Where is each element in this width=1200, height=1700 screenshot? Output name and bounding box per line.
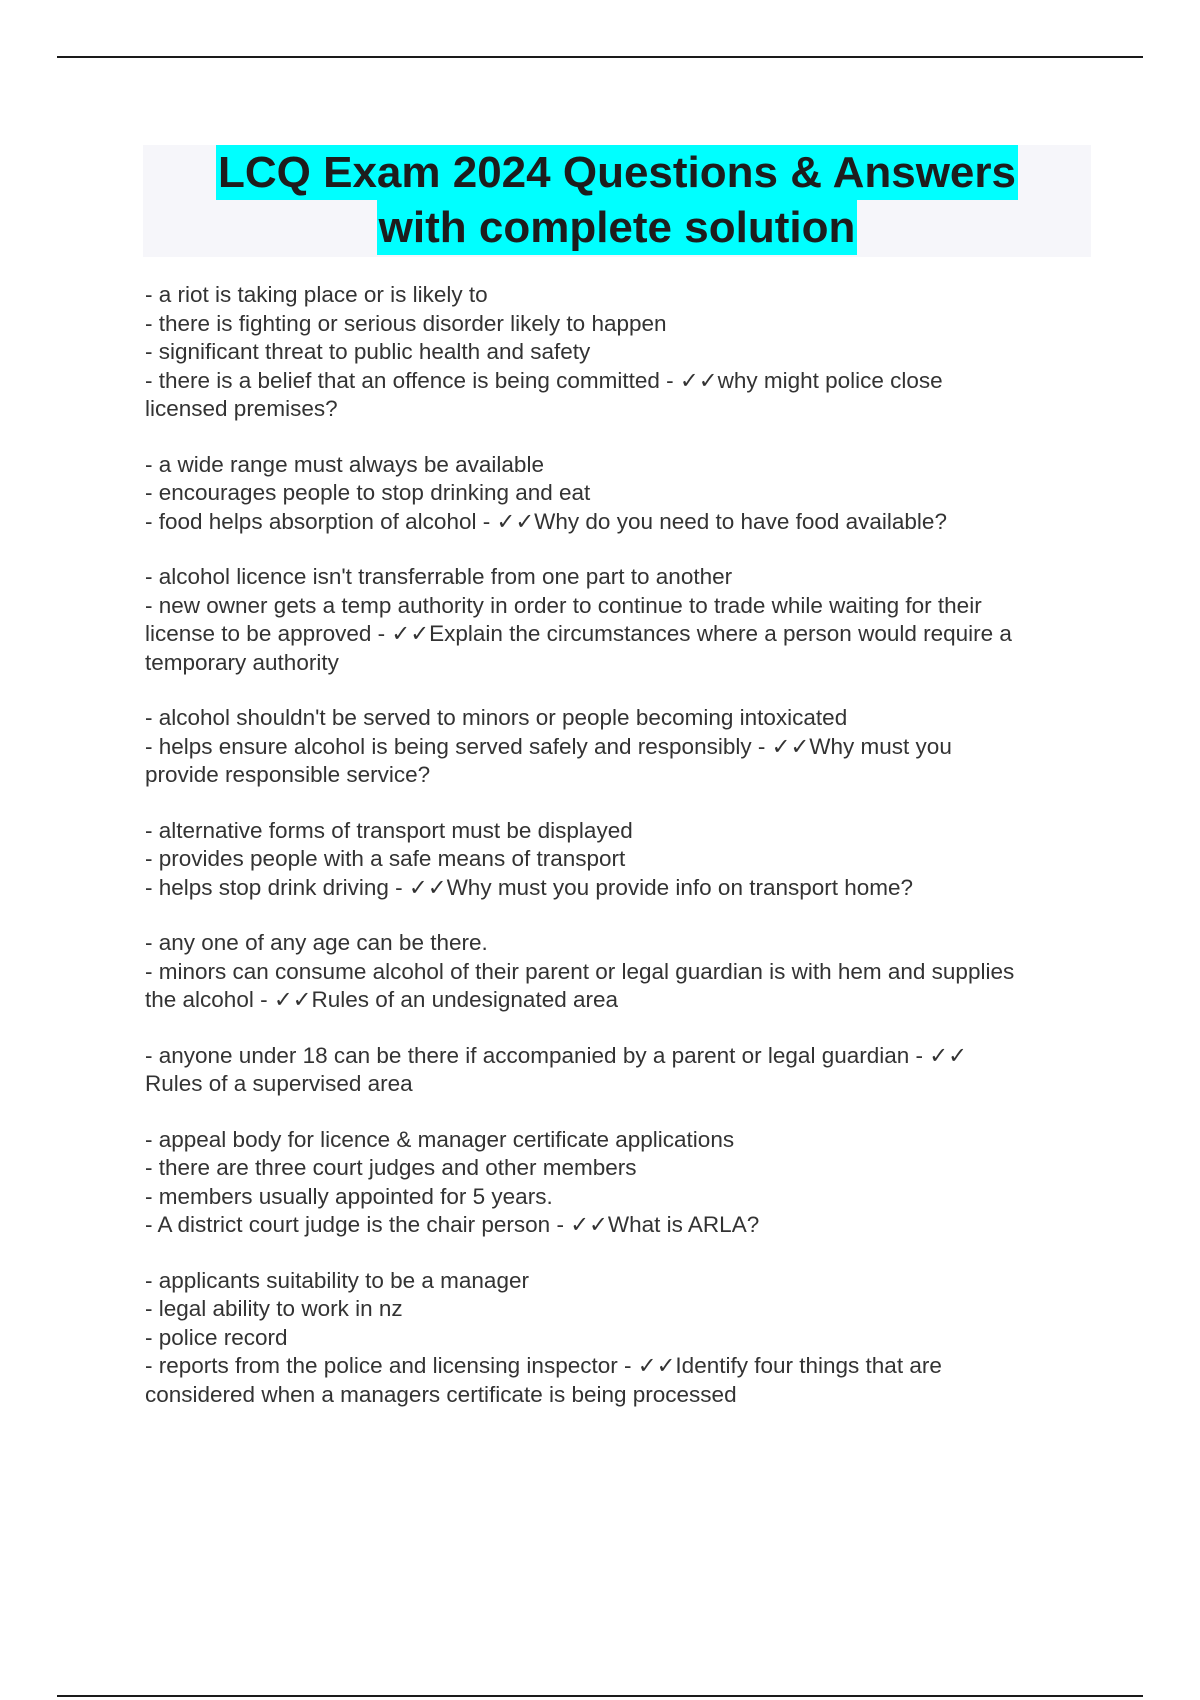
text-line: - a wide range must always be available [145, 451, 544, 477]
text-line: - A district court judge is the chair person - ✓✓What is ARLA? [145, 1212, 760, 1237]
qa-block-transport-info [145, 817, 1105, 903]
qa-block-temporary-authority [145, 563, 1105, 677]
text-line: - encourages people to stop drinking and eat [145, 480, 591, 505]
text-line: - legal ability to work in nz [145, 1296, 403, 1321]
qa-block-managers-certificate [145, 1267, 1105, 1410]
text-line: - alcohol licence isn't transferrable from one part to another [145, 564, 733, 589]
text-line: - food helps absorption of alcohol - ✓✓Why do you need to have food available? [145, 508, 947, 534]
document-title-line-2: with complete solution [377, 200, 858, 255]
qa-block-supervised-area [145, 1042, 1105, 1099]
text-line: - helps ensure alcohol is being served safely and responsibly - ✓✓Why must you [145, 733, 952, 759]
text-line: Rules of a supervised area [145, 1071, 413, 1096]
qa-block-undesignated-area [145, 929, 1105, 1015]
text-line: temporary authority [145, 649, 339, 675]
text-line: - police record [145, 1324, 288, 1350]
text-line: considered when a managers certificate is being processed [145, 1381, 737, 1407]
text-line: - there are three court judges and other members [145, 1155, 637, 1180]
text-line: - reports from the police and licensing inspector - ✓✓Identify four things that are [145, 1353, 942, 1378]
text-line: - minors can consume alcohol of their parent or legal guardian is with hem and supplies [145, 958, 1015, 984]
qa-content [145, 281, 1105, 1409]
text-line: - members usually appointed for 5 years. [145, 1183, 553, 1209]
text-line: licensed premises? [145, 396, 338, 421]
qa-block-responsible-service [145, 704, 1105, 790]
text-line: - provides people with a safe means of transport [145, 846, 626, 871]
text-line: - appeal body for licence & manager certificate applications [145, 1126, 735, 1152]
document-title-line-1: LCQ Exam 2024 Questions & Answers [216, 145, 1018, 200]
text-line: - alternative forms of transport must be displayed [145, 817, 633, 843]
text-line: - anyone under 18 can be there if accompanied by a parent or legal guardian - ✓✓ [145, 1042, 967, 1068]
text-line: provide responsible service? [145, 762, 431, 787]
qa-block-police-close [145, 281, 1105, 424]
qa-block-arla [145, 1126, 1105, 1240]
text-line: - any one of any age can be there. [145, 930, 488, 955]
title-banner [143, 145, 1091, 257]
top-rule [57, 56, 1143, 58]
text-line: - alcohol shouldn't be served to minors or people becoming intoxicated [145, 705, 848, 730]
text-line: - new owner gets a temp authority in order to continue to trade while waiting for their [145, 592, 982, 618]
text-line: - a riot is taking place or is likely to [145, 282, 488, 307]
text-line: - there is fighting or serious disorder likely to happen [145, 310, 667, 336]
text-line: - there is a belief that an offence is being committed - ✓✓why might police close [145, 367, 943, 393]
text-line: license to be approved - ✓✓Explain the circumstances where a person would require a [145, 621, 1012, 646]
text-line: - applicants suitability to be a manager [145, 1267, 529, 1293]
text-line: - significant threat to public health and safety [145, 339, 591, 364]
text-line: the alcohol - ✓✓Rules of an undesignated area [145, 987, 619, 1012]
bottom-rule [57, 1695, 1143, 1697]
qa-block-food-available [145, 451, 1105, 537]
text-line: - helps stop drink driving - ✓✓Why must you provide info on transport home? [145, 874, 914, 900]
